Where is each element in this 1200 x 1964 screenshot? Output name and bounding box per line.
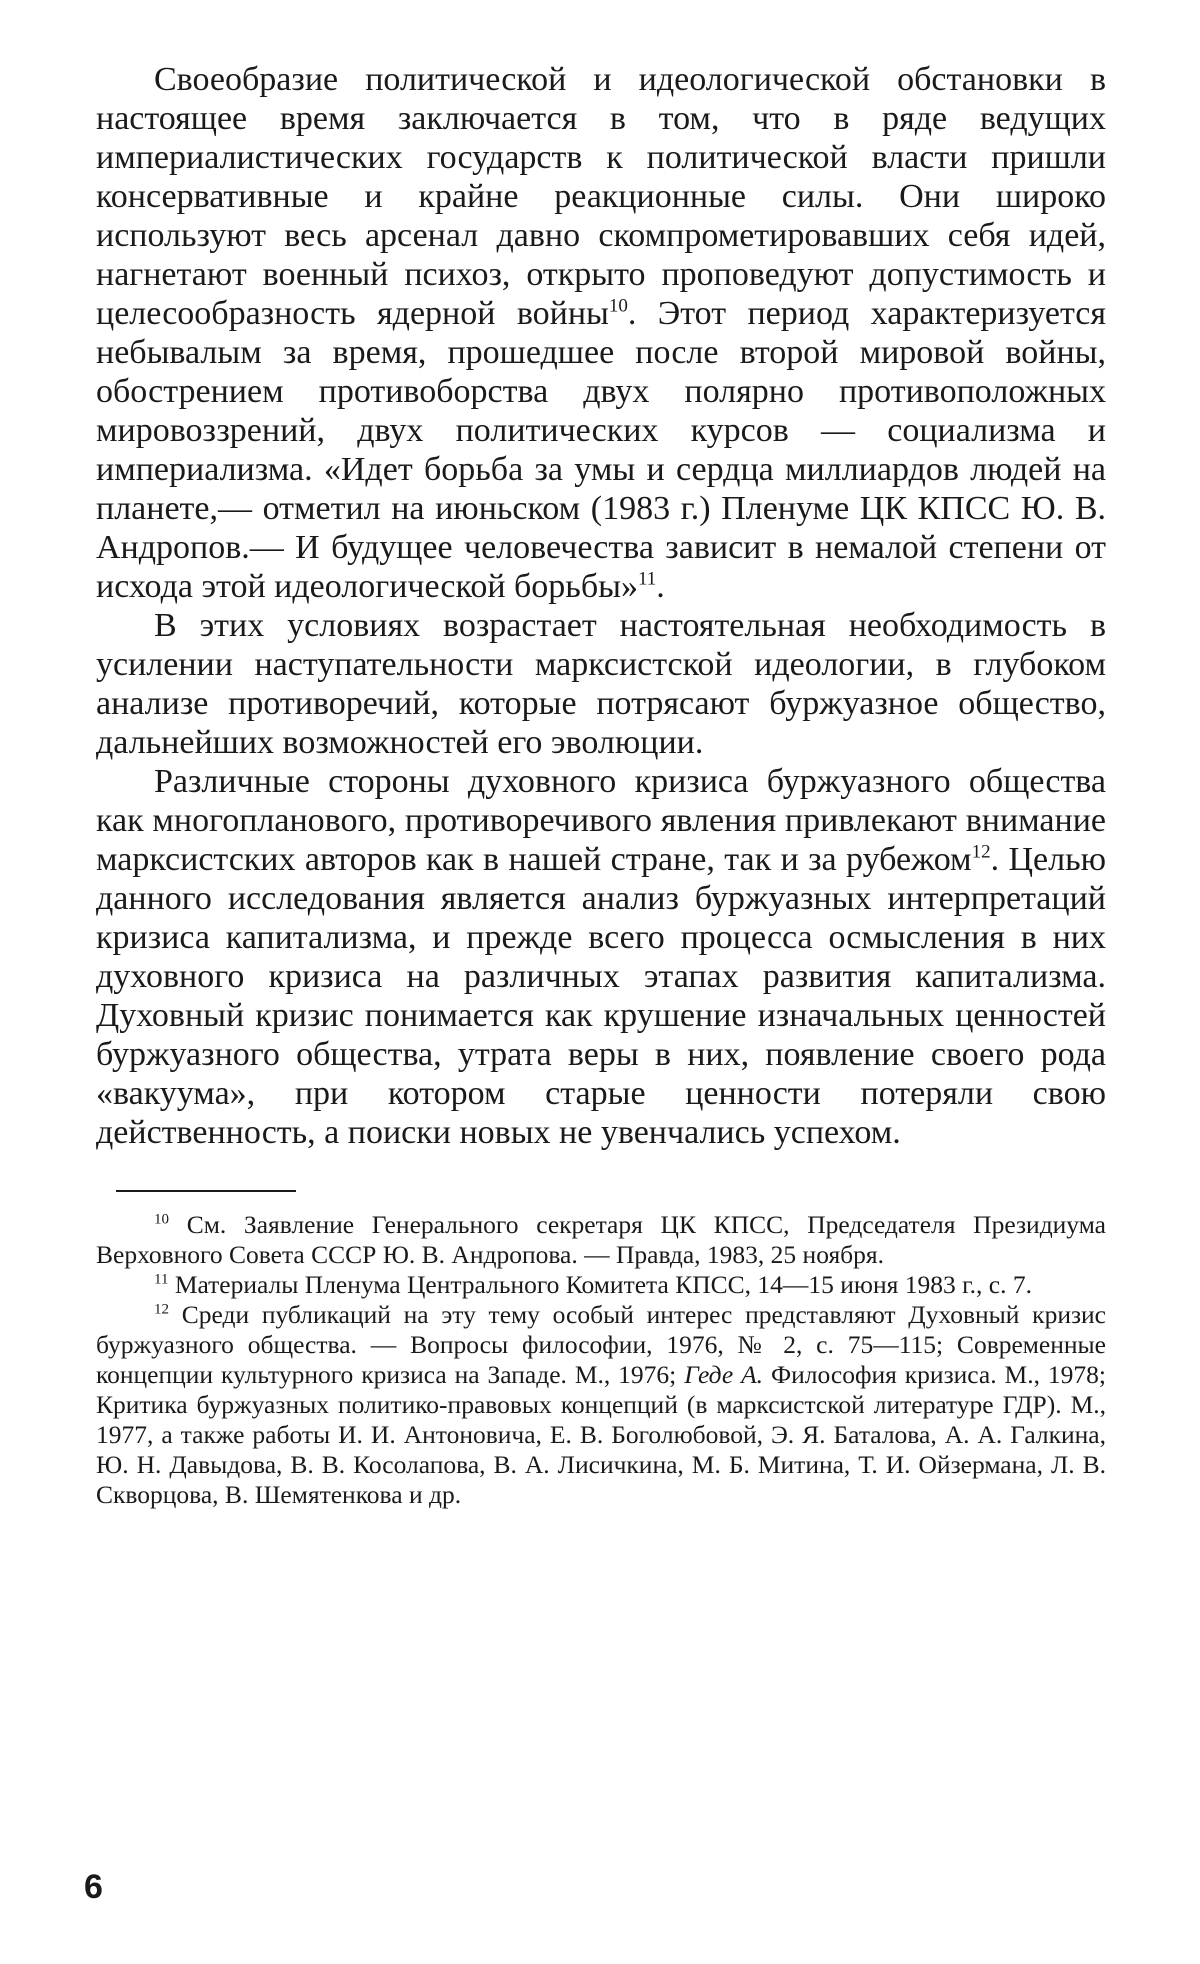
footnote-12-author: Геде А. (684, 1360, 764, 1389)
footnote-10-mark: 10 (154, 1211, 169, 1228)
footnote-10-text: См. Заявление Генерального секретаря ЦК КПСС, Председателя Президиума Верховного Совета СССР Ю. В. Андропова. — Правда, 1983, 25 ноября. (96, 1210, 1107, 1269)
footnote-ref-10: 10 (608, 295, 628, 317)
paragraph-3 (96, 762, 1106, 1152)
footnote-12-text: Среди публикаций на эту тему особый интерес представляют Духовный кризис буржуазного общества. — Вопросы философии, 1976, № 2, с. 75—115; Современные концепции культурного кризиса на Западе. М., 1976; (96, 1300, 1107, 1389)
footnote-12-mark: 12 (154, 1301, 169, 1318)
footnote-divider (116, 1190, 296, 1192)
page-number: 6 (84, 1868, 103, 1906)
paragraph-3-text: Различные стороны духовного кризиса буржуазного общества как многопланового, противоречивого явления привлекают внимание марксистских авторов как в нашей стране, так и за рубежом (96, 763, 1106, 878)
footnote-12-text-continued: Философия кризиса. М., 1978; Критика буржуазных политико-правовых концепций (в марксистской литературе ГДР). М., 1977, а также работы И. И. Антоновича, Е. В. Боголюбовой, Э. Я. Баталова, А. А. Галкина, Ю. Н. Давыдова, В. В. Косолапова, В. А. Лисичкина, М. Б. Митина, Т. И. Ойзермана, Л. В. Скворцова, В. Шемятенкова и др. (96, 1360, 1106, 1509)
paragraph-1-text-continued: . Этот период характеризуется небывалым за время, прошедшее после второй мировой войны, обострением противоборства двух полярно противоположных мировоззрений, двух политических курсов — социализма и империализма. «Идет борьба за умы и сердца миллиардов людей на планете,— отметил на июньском (1983 г.) Пленуме ЦК КПСС Ю. В. Андропов.— И будущее человечества зависит в немалой степени от исхода этой идеологической борьбы» (96, 295, 1106, 605)
paragraph-3-text-continued: . Целью данного исследования является анализ буржуазных интерпретаций кризиса капитализма, и прежде всего процесса осмысления в них духовного кризиса на различных этапах развития капитализма. Духовный кризис понимается как крушение изначальных ценностей буржуазного общества, утрата веры в них, появление своего рода «вакуума», при котором старые ценности потеряли свою действенность, а поиски новых не увенчались успехом. (96, 841, 1106, 1151)
footnote-12 (96, 1300, 1106, 1510)
footnote-10 (96, 1210, 1106, 1270)
footnote-ref-11: 11 (637, 568, 657, 590)
footnote-ref-12: 12 (971, 841, 991, 863)
footnote-11 (96, 1270, 1106, 1300)
paragraph-1 (96, 60, 1106, 606)
footnote-11-text: Материалы Пленума Центрального Комитета КПСС, 14—15 июня 1983 г., с. 7. (174, 1270, 1032, 1299)
page-content (96, 60, 1106, 1510)
paragraph-2 (96, 606, 1106, 762)
paragraph-2-text: В этих условиях возрастает настоятельная необходимость в усилении наступательности марксистской идеологии, в глубоком анализе противоречий, которые потрясают буржуазное общество, дальнейших возможностей его эволюции. (96, 607, 1106, 761)
paragraph-1-text: Своеобразие политической и идеологической обстановки в настоящее время заключается в том, что в ряде ведущих империалистических государств к политической власти пришли консервативные и крайне реакционные силы. Они широко используют весь арсенал давно скомпрометировавших себя идей, нагнетают военный психоз, открыто проповедуют допустимость и целесообразность ядерной войны (96, 61, 1106, 332)
paragraph-1-end: . (656, 568, 665, 605)
footnote-11-mark: 11 (154, 1271, 169, 1288)
